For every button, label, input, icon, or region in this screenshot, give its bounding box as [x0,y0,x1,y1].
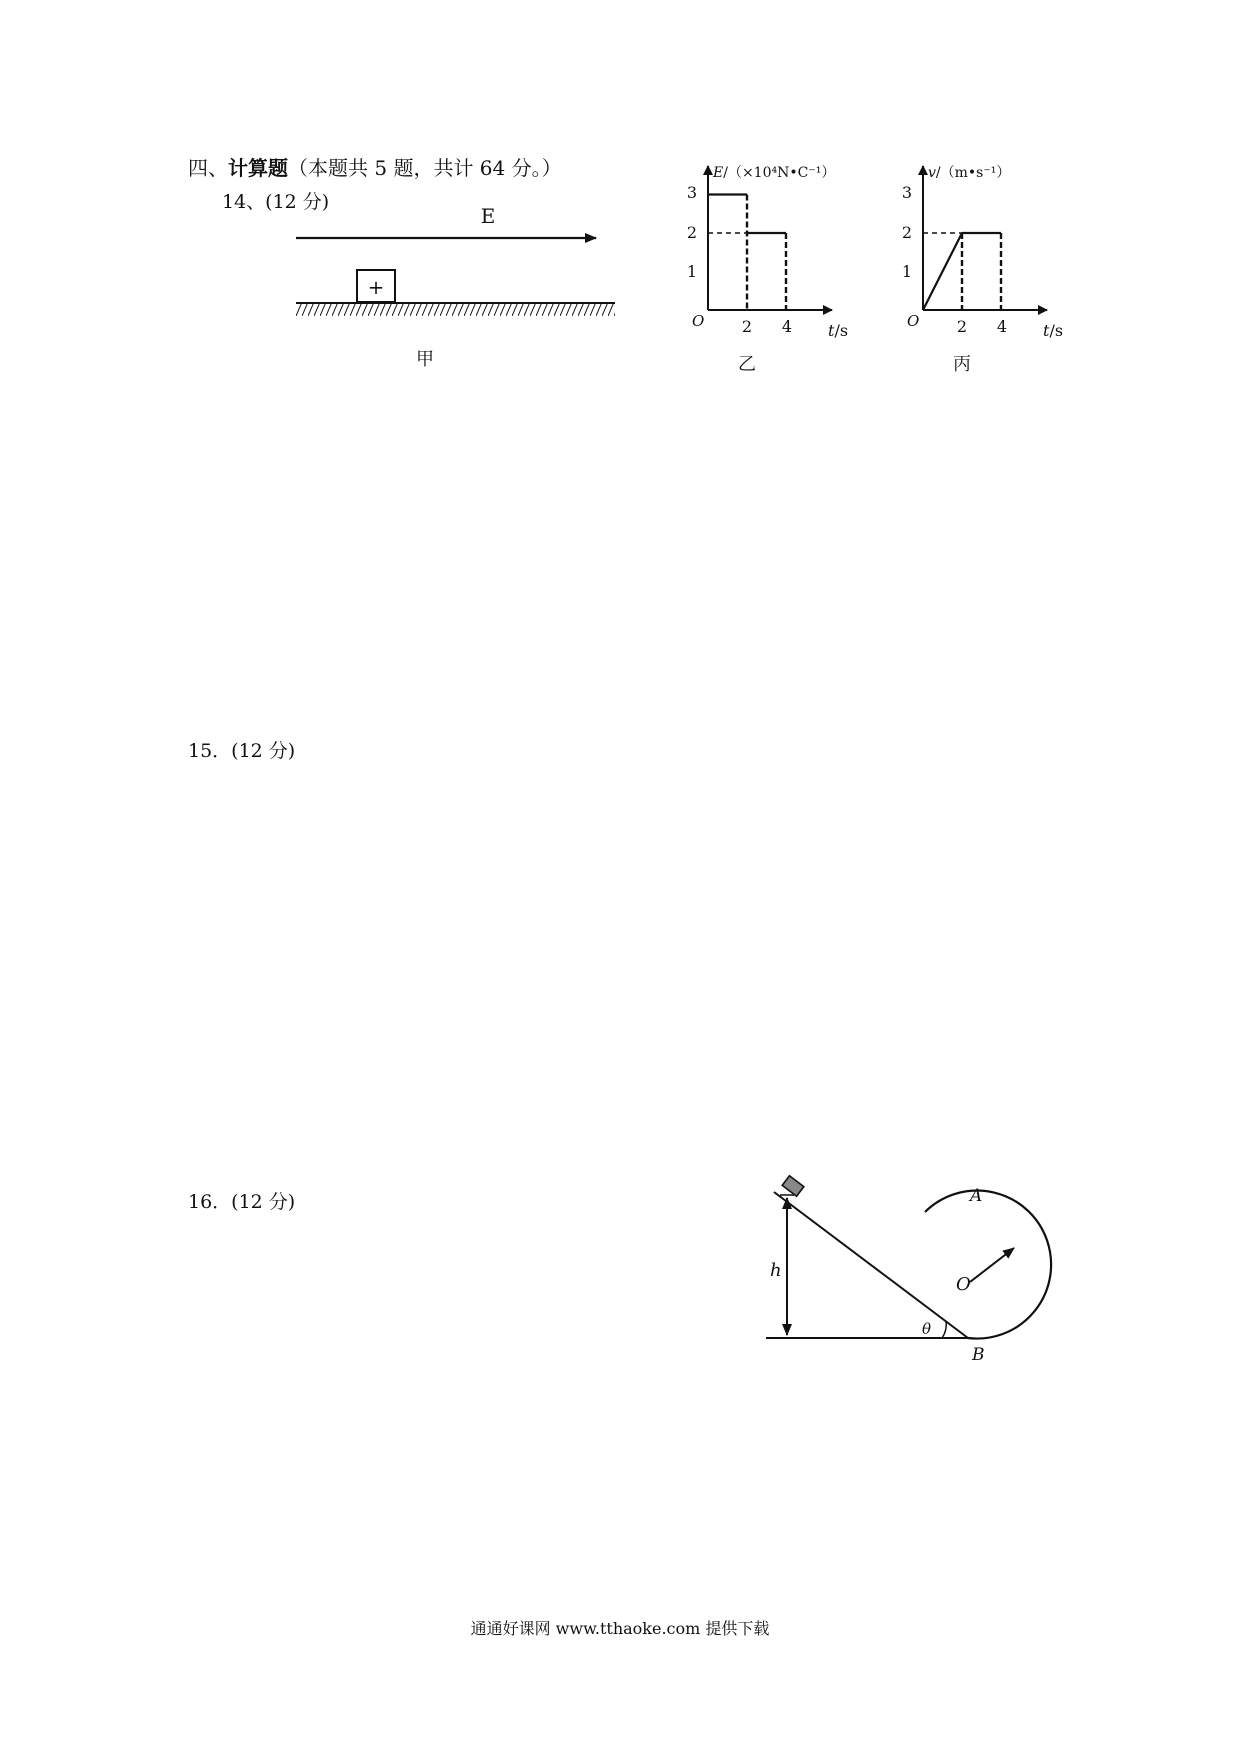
height-label: h [770,1260,782,1281]
sliding-block [782,1176,804,1196]
figure-yi-caption: 乙 [738,354,756,375]
ground-hatching [296,304,615,316]
x-axis-label: t/s [1043,321,1064,340]
section-title [188,152,562,181]
y-axis-label: E/（×10⁴N•C⁻¹） [713,165,836,181]
series-segment [923,233,962,310]
angle-label: θ [922,1320,932,1338]
chart-bing [895,160,1115,375]
incline [774,1192,968,1338]
radius-arrow [970,1248,1014,1282]
y-tick-label: 1 [901,262,912,281]
y-axis-label: v/（m•s⁻¹） [928,165,1011,181]
point-a-label: A [970,1186,983,1206]
x-tick-label: 4 [781,317,793,336]
x-axis-label: t/s [828,321,849,340]
question-16-label: 16．(12 分) [188,1191,296,1213]
section-title-bold: 计算题 [228,156,288,180]
x-tick-label: 4 [996,317,1008,336]
figure-16 [760,1180,1060,1390]
y-tick-label: 3 [686,183,697,202]
y-tick-label: 2 [901,223,912,242]
angle-arc [942,1321,946,1338]
section-prefix: 四、 [188,156,228,180]
y-tick-label: 2 [686,223,697,242]
y-tick-label: 1 [686,262,697,281]
figure-bing-caption: 丙 [953,354,971,375]
circular-track [925,1191,1051,1339]
section-note: （本题共 5 题，共计 64 分。） [288,156,562,180]
figure-jia [290,190,630,380]
chart-yi [680,160,900,375]
question-15-label: 15．(12 分) [188,740,296,762]
origin-label: O [907,312,920,330]
x-tick-label: 2 [741,317,753,336]
field-label: E [480,204,496,228]
x-tick-label: 2 [956,317,968,336]
figure-jia-caption: 甲 [416,349,434,370]
center-label: O [956,1274,971,1295]
charge-sign: + [367,275,385,299]
y-tick-label: 3 [901,183,912,202]
origin-label: O [692,312,705,330]
footer-text: 通通好课网 www.tthaoke.com 提供下载 [470,1619,770,1638]
question-14-label: 14、(12 分) [222,191,330,213]
point-b-label: B [972,1345,985,1365]
